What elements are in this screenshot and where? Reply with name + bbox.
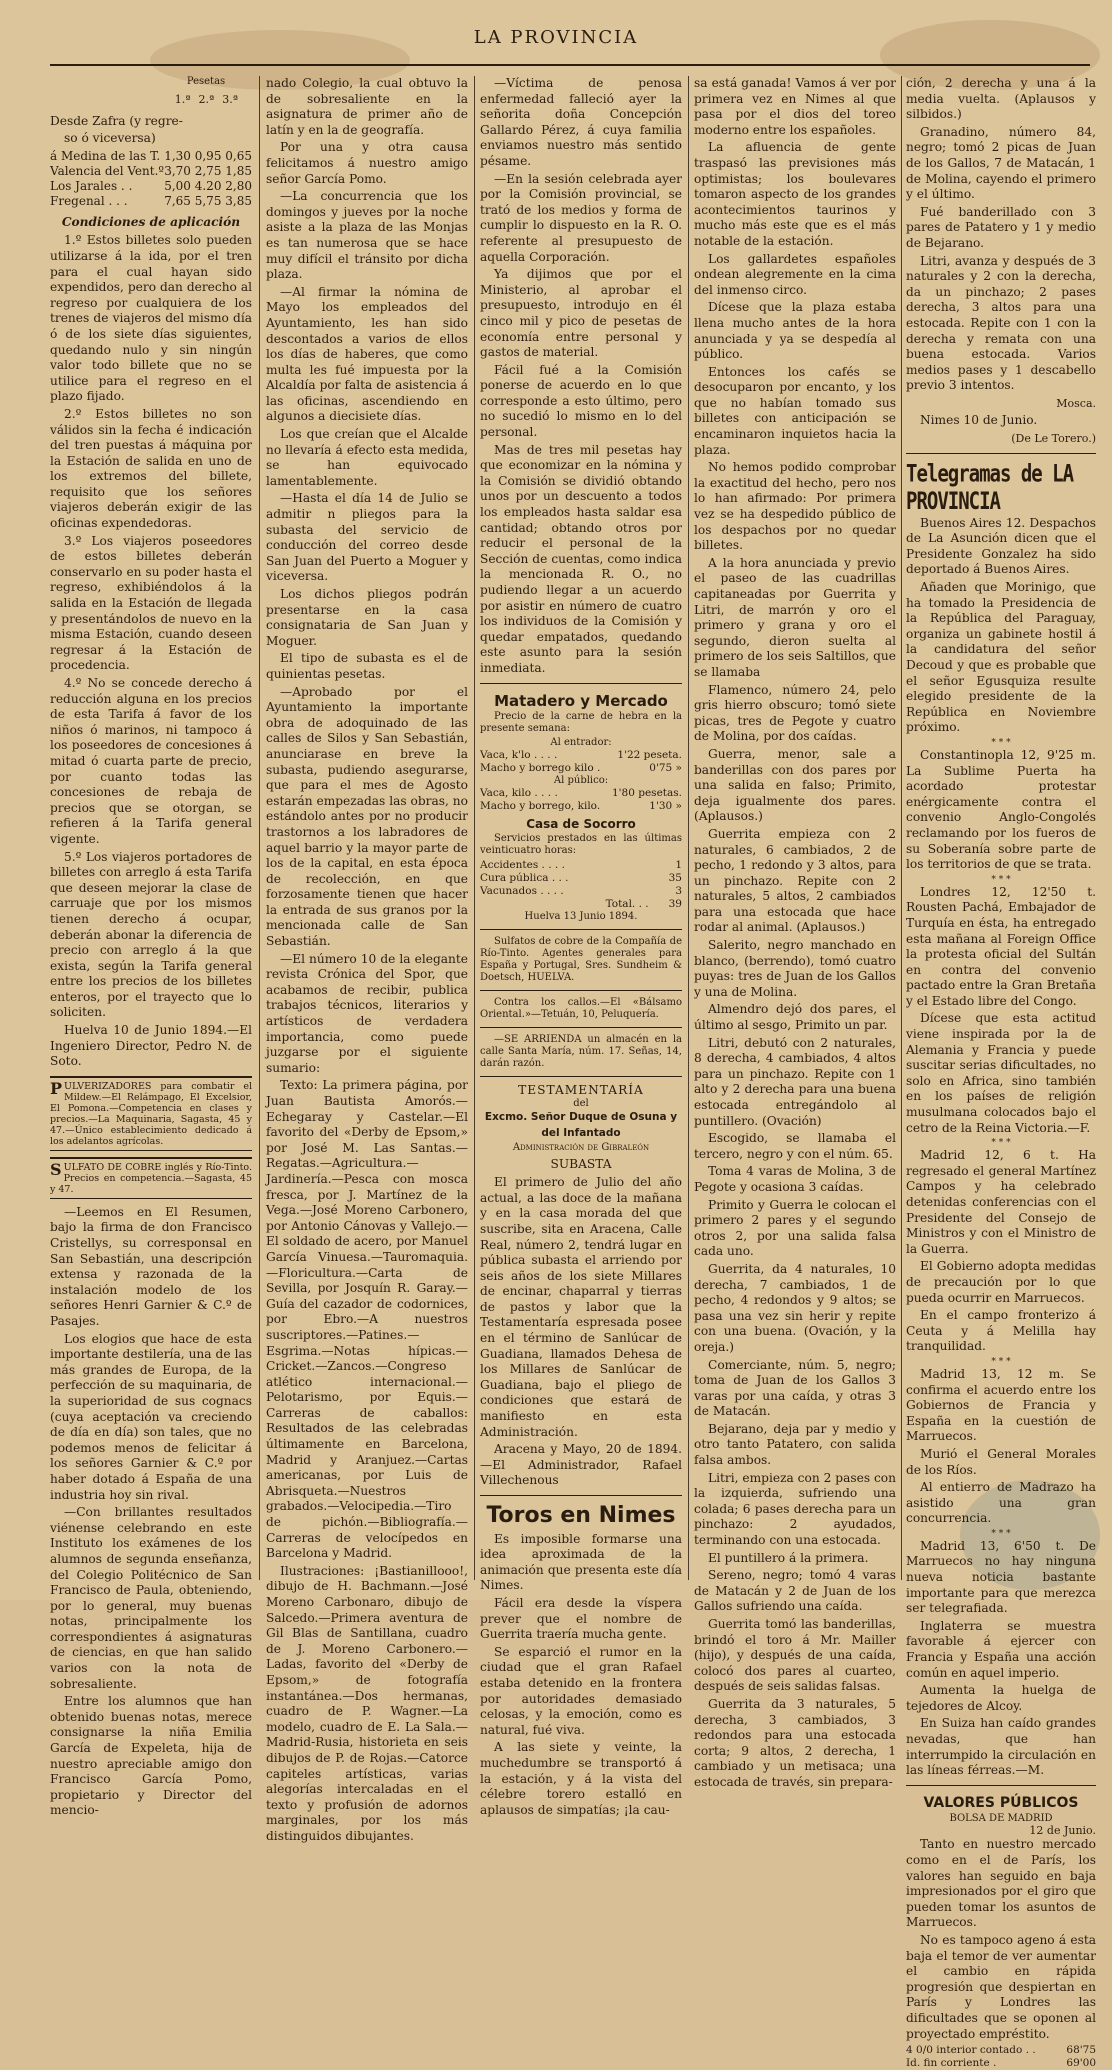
fare-class-header — [50, 92, 252, 108]
fare-price: 1,85 — [225, 163, 252, 178]
rate-value: 68'75 — [1066, 2044, 1096, 2057]
aid-total-row — [480, 898, 682, 911]
paragraph: No hemos podido comprobar la exactitud del hecho, pero nos lo han afirmado: Por primera vez se ha despedido público de los despachos por no quedar billetes. — [694, 460, 896, 553]
paragraph: 1.º Estos billetes solo pueden utilizarse á la ida, por el tren para el cual hayan sido expendidos, pero dan derecho al regreso por cualquiera de los trenes de viajeros del mismo día ó de los siete días siguientes, quedando nulo y sin ningún valor todo billete que no se utilice para el regreso en el plazo fijado. — [50, 233, 252, 404]
paragraph: 5.º Los viajeros portadores de billetes con arreglo á esta Tarifa que deseen mejorar la clase de carruaje que por los mismos tienen derecho á ocupar, deberán abonar la diferencia de precio con arreglo á la que exista, según la Tarifa general entre los precios de los billetes enteros, por el trayecto que lo soliciten. — [50, 849, 252, 1020]
telegram: El Gobierno adopta medidas de precaución por lo que pueda ocurrir en Marruecos. — [906, 1259, 1096, 1305]
paragraph: Salerito, negro manchado en blanco, (berrendo), tomó cuatro puyas: tres de Juan de los Gallos y una de Molina. — [694, 938, 896, 999]
paragraph: Sereno, negro; tomó 4 varas de Matacán y 2 de Juan de los Gallos sufriendo una caída. — [694, 1568, 896, 1614]
price-value: 1'30 » — [649, 800, 682, 813]
price-item: Macho y borrego, kilo. — [480, 800, 601, 813]
paragraph: Entre los alumnos que han obtenido buenas notas, merece consignarse la niña Emilia García de Expeleta, hija de nuestro apreciable amigo don Francisco García Pomo, propietario y Director del mencio- — [50, 1694, 252, 1818]
paragraph: Toma 4 varas de Molina, 3 de Pegote y ocasiona 3 caídas. — [694, 1164, 896, 1194]
advertisement — [50, 1076, 252, 1151]
paragraph: Los que creían que el Alcalde no llevaría á efecto esta medida, se han equivocado lamentablemente. — [266, 427, 468, 488]
paragraph: No es tampoco ageno á esta baja el temor de ver aumentar el cambio en rápida progresión que despiertan en París y Londres las dificultades que se oponen al proyectado empréstito. — [906, 1932, 1096, 2041]
telegram: Constantinopla 12, 9'25 m. La Sublime Puerta ha acordado protestar enérgicamente contra el convenio Anglo-Congolés reclamando por los fueros de su Soberanía sobre parte de los territorios de que se trata. — [906, 747, 1096, 872]
telegram: Madrid 13, 6'50 t. De Marruecos no hay ninguna nueva noticia bastante importante para que merezca ser telegrafiada. — [906, 1538, 1096, 1616]
dateline: Nimes 10 de Junio. — [920, 413, 1038, 428]
paragraph: Bejarano, deja par y medio y otro tanto Patatero, con salida falsa ambos. — [694, 1421, 896, 1468]
fare-row — [50, 179, 252, 194]
paragraph: Tanto en nuestro mercado como en el de París, los valores han seguido en baja impresionados por el giro que pueden tomar los asuntos de Marruecos. — [906, 1837, 1096, 1930]
ad-text: Contra los callos.—El «Bálsamo Oriental.»—Tetuán, 10, Peluquería. — [480, 996, 682, 1020]
paragraph: —Hasta el día 14 de Julio se admitir n pliegos para la subasta del servicio de conducción del correo desde San Juan del Puerto a Moguer y viceversa. — [266, 491, 468, 584]
column-5 — [906, 76, 1096, 2070]
rate-row — [906, 2044, 1096, 2057]
source-credit: (De Le Torero.) — [1011, 432, 1096, 446]
telegram: Madrid 13, 12 m. Se confirma el acuerdo entre los Gobiernos de Francia y España en la cuestión de Marruecos. — [906, 1366, 1096, 1444]
paragraph: Guerrita da 3 naturales, 5 derecha, 3 cambiados, 3 redondos para una estocada corta; 9 altos, 2 derecha, 1 cambiado y un metisaca; una estocada de través, sin prepara- — [694, 1696, 896, 1789]
telegram: Murió el General Morales de los Ríos. — [906, 1446, 1096, 1477]
price-item: Macho y borrego kilo . — [480, 762, 601, 775]
paragraph: Guerra, menor, sale a banderillas con dos pares por una salida en falso; Primito, deja igualmente dos pares. (Aplausos.) — [694, 746, 896, 824]
paragraph: —Aprobado por el Ayuntamiento la importante obra de adoquinado de las calles de Silos y San Sebastián, anunciarase en breve la subasta, pudiendo asegurarse, que para el mes de Agosto estarán empezadas las obras, no estándolo antes por no producir trastornos a los labradores de aquel barrio y la mayor parte de los de la capital, en esta época de recolección, en que forzosamente tienen que hacer la entrada de sus granos por la mencionada calle de San Sebastián. — [266, 684, 468, 949]
fare-price: 3,70 — [164, 163, 191, 178]
price-value: 0'75 » — [649, 762, 682, 775]
fare-row — [50, 149, 252, 164]
paragraph: Dícese que la plaza estaba llena mucho antes de la hora anunciada y ya se despedía al público. — [694, 300, 896, 362]
paragraph: —Con brillantes resultados viénense celebrando en este Instituto los exámenes de los alumnos de segunda enseñanza, del Colegio Politécnico de San Francisco de Paula, obteniendo, por lo general, muy buenas notas, principalmente los correspondientes á asignaturas de ciencias, en que han salido varios con la nota de sobresaliente. — [50, 1505, 252, 1691]
paragraph: 4.º No se concede derecho á reducción alguna en los precios de esta Tarifa á favor de los niños ó marinos, ni tampoco á los poseedores de concesiones á mitad ó cuarta parte de precio, por cuanto todas las concesiones de rebaja de precios que se otorgan, se refieren á la Tarifa general vigente. — [50, 676, 252, 846]
fare-dest: á Medina de las T. — [50, 148, 161, 163]
valores-title: VALORES PÚBLICOS — [923, 1794, 1079, 1811]
paragraph: A la hora anunciada y previo el paseo de las cuadrillas capitaneadas por Guerrita y Litri, de marrón y oro el primero y grana y oro el segundo, dieron suelta al primero de los seis Saltillos, que se llamaba — [694, 555, 896, 679]
paragraph: Litri, empieza con 2 pases con la izquierda, sufriendo una colada; 6 pases derecha para un pinchazo: 2 ayudados, terminando con una estocada. — [694, 1470, 896, 1548]
bolsa-title: BOLSA DE MADRID — [949, 1813, 1053, 1825]
paragraph: Ilustraciones: ¡Bastianillooo!, dibujo de H. Bachmann.—José Moreno Carbonaro, dibujo de Salcedo.—Primera aventura de Gil Blas de Santillana, cuadro de J. Moreno Carbonero.—Ladas, favorito del «Derby de Epsom,» de fotografía instantánea.—Dos hermanas, cuadro de P. Wagner.—La modelo, cuadro de E. La Sala.—Madrid-Rusia, historieta en seis dibujos de P. de Rojas.—Catorce capiteles artísticas, varias alegorías intercaladas en el texto y profusión de adornos marginales, por los más distinguidos dibujantes. — [266, 1563, 468, 1843]
paragraph: —El número 10 de la elegante revista Crónica del Spor, que acabamos de recibir, publica trabajos técnicos, literarios y artísticos de verdadera importancia, como puede juzgarse por el siguiente sumario: — [266, 951, 468, 1075]
fare-price: 1,30 — [164, 148, 191, 163]
aid-count: 35 — [668, 871, 682, 884]
fare-class: 1.ª — [174, 93, 191, 106]
separator-stars: * * * — [991, 737, 1011, 748]
fare-class: 2.ª — [198, 93, 215, 106]
fare-dest: Fregenal . . . — [50, 193, 128, 208]
fare-price: 0,95 — [194, 148, 222, 163]
paragraph: Escogido, se llamaba el tercero, negro y con el núm. 65. — [694, 1131, 896, 1161]
rate-label: Id. fin corriente . — [906, 2057, 997, 2070]
aid-count: 1 — [675, 858, 682, 871]
auction-title: SUBASTA — [550, 1156, 612, 1171]
price-row — [480, 749, 682, 762]
bolsa-date: 12 de Junio. — [1029, 1824, 1096, 1838]
divider — [906, 453, 1096, 454]
aid-item: Vacunados . . . . — [480, 884, 564, 897]
market-title: Matadero y Mercado — [494, 691, 668, 710]
fare-price: 2,80 — [225, 178, 252, 193]
paragraph: Es imposible formarse una idea aproximada de la animación que presenta este día Nimes. — [480, 1531, 682, 1593]
divider — [480, 1495, 682, 1496]
paragraph: Comerciante, núm. 5, negro; toma de Juan de los Gallos 3 varas por una caída, y otras 3 de Matacán. — [694, 1357, 896, 1419]
paragraph: Almendro dejó dos pares, el último al sesgo, Primito un par. — [694, 1002, 896, 1033]
ad-text: Sulfatos de cobre de la Compañía de Río-Tinto. Agentes generales para España y Portugal, Sres. Sundheim & Doetsch, HUELVA. — [480, 935, 682, 983]
fare-intro: so ó viceversa) — [64, 131, 156, 146]
conditions-title: Condiciones de aplicación — [61, 214, 241, 229]
will-del: del — [573, 1098, 589, 1110]
separator-stars: * * * — [991, 1528, 1011, 1539]
separator-stars: * * * — [991, 1138, 1011, 1149]
paragraph: ción, 2 derecha y una á la media vuelta. (Aplausos y silbidos.) — [906, 76, 1096, 122]
ad-text: —SE ARRIENDA un almacén en la calle Santa María, núm. 17. Señas, 14, darán razón. — [480, 1033, 682, 1069]
telegram: En el campo fronterizo á Ceuta y á Melilla hay tranquilidad. — [906, 1308, 1096, 1354]
paragraph: Flamenco, número 24, pelo gris hierro obscuro; tomó siete picas, tres de Pegote y cuatro de Molina, por dos caídas. — [694, 682, 896, 744]
fare-price: 7,65 — [164, 193, 191, 208]
paragraph: sa está ganada! Vamos á ver por primera vez en Nimes al que pasa por el dios del toreo moderno entre los españoles. — [694, 76, 896, 137]
paragraph: Fué banderillado con 3 pares de Patatero y 1 y medio de Bejarano. — [906, 204, 1096, 250]
price-item: Vaca, kilo . . . . — [480, 787, 558, 800]
separator-stars: * * * — [991, 874, 1011, 885]
paragraph: Aracena y Mayo, 20 de 1894.—El Administrador, Rafael Villechenous — [480, 1442, 682, 1488]
aid-item: Accidentes . . . . — [480, 858, 565, 871]
telegrams-title: Telegramas de LA PROVINCIA — [906, 459, 1074, 515]
telegram: Buenos Aires 12. Despachos de La Asunción dicen que el Presidente Gonzalez ha sido deportado á Buenos Aires. — [906, 515, 1096, 577]
divider — [480, 1027, 682, 1028]
paragraph: Los gallardetes españoles ondean alegremente en la cima del inmenso circo. — [694, 251, 896, 297]
market-subhead: Al público: — [553, 775, 609, 787]
paragraph: Ya dijimos que por el Ministerio, al aprobar el presupuesto, introdujo en él cinco mil y pico de pesetas de economía entre personal y gastos de material. — [480, 267, 682, 360]
paragraph: Por una y otra causa felicitamos á nuestro amigo señor García Pomo. — [266, 140, 468, 186]
paragraph: Guerrita empieza con 2 naturales, 6 cambiados, 2 de pecho, 1 redondo y 3 altos, para un pinchazo. Repite con 2 naturales, 5 altos, 2 cambiados para una estocada que hace rodar al animal. (Aplausos.) — [694, 826, 896, 935]
telegram: En Suiza han caído grandes nevadas, que han interrumpido la circulación en las líneas férreas.—M. — [906, 1716, 1096, 1778]
telegram: Al entierro de Madrazo ha asistido una gran concurrencia. — [906, 1480, 1096, 1526]
paragraph: Guerrita, da 4 naturales, 10 derecha, 7 cambiados, 1 de pecho, 4 redondos y 9 altos; se pasa una vez sin herir y repite con una buena. (Ovación, y la oreja.) — [694, 1261, 896, 1354]
fare-price: 2,75 — [194, 163, 222, 178]
telegram: Madrid 12, 6 t. Ha regresado el general Martínez Campos y ha celebrado detenidas conferencias con el Presidente del Consejo de Ministros y con el Ministro de la Guerra. — [906, 1148, 1096, 1256]
ad-text: ULVERIZADORES para combatir el Mildew.—El Relámpago, El Excelsior, El Pomona.—Competencia en clases y precios.—La Maquinaria, Sagasta, 45 y 47.—Único establecimiento dedicado á los adelantos agrícolas. — [50, 1080, 252, 1147]
paragraph: Texto: La primera página, por Juan Bautista Amorós.—Echegaray y Castelar.—El favorito del «Derby de Epsom,» por José M. Las Santas.—Regatas.—Agricultura.—Jardinería.—Pesca con mosca fresca, por J. Martínez de la Vega.—José Moreno Carbonero, por Antonio Cánovas y Vallejo.—El soldado de acero, por Manuel García Vinuesa.—Tauromaquia.—Floricultura.—Carta de Sevilla, por Josquín R. Garay.—Guía del cazador de codornices, por Ebro.—A nuestros suscriptores.—Patines.—Esgrima.—Notas hípicas.—Cricket.—Zancos.—Congreso atlético internacional.—Pelotarismo, por Equis.—Carreras de caballos: Resultados de las celebradas últimamente en Barcelona, Madrid y Aranjuez.—Cartas americanas, por Luis de Abrisqueta.—Nuestros grabados.—Velocipedia.—Tiro de pichón.—Bibliografía.—Carreras de velocípedos en Barcelona y Madrid. — [266, 1078, 468, 1561]
paragraph: Primito y Guerra le colocan el primero 2 pares y el segundo otros 2, por una salida falsa cada uno. — [694, 1197, 896, 1259]
separator-stars: * * * — [991, 1356, 1011, 1367]
will-title: TESTAMENTARÍA — [518, 1082, 644, 1097]
divider — [906, 1785, 1096, 1786]
fare-price: 4.20 — [194, 178, 222, 193]
aid-count: 3 — [675, 884, 682, 897]
paragraph: El primero de Julio del año actual, a las doce de la mañana y en la casa morada del que suscribe, sita en Aracena, Calle Real, número 2, tendrá lugar en pública subasta el arriendo por seis años de los siete Millares de encinar, chaparral y tierras de pastos y labor que la Testamentaría espresada posee en el término de Sanlúcar de Guadiana, llamados Dehesa de los Millares de Sanlúcar de Guadiana, bajo el pliego de condiciones que estará de manifiesto en esta Administración. — [480, 1175, 682, 1439]
masthead: LA PROVINCIA — [473, 27, 639, 48]
aid-row — [480, 885, 682, 898]
price-row — [480, 762, 682, 775]
column-rule — [901, 76, 902, 1580]
column-rule — [259, 76, 260, 1580]
paragraph: El tipo de subasta es el de quinientas pesetas. — [266, 651, 468, 681]
market-subhead: Al entrador: — [550, 737, 612, 749]
fare-currency: Pesetas — [186, 76, 226, 87]
fare-dest: Valencia del Vent.º — [50, 163, 165, 178]
paragraph: Los dichos pliegos podrán presentarse en la casa consignataria de San Juan y Moguer. — [266, 587, 468, 648]
fare-price: 5,75 — [194, 193, 222, 208]
fare-class: 3.ª — [222, 93, 238, 106]
toros-title: Toros en Nimes — [486, 1503, 676, 1528]
aid-row — [480, 859, 682, 872]
divider — [480, 1076, 682, 1077]
drop-cap: S — [50, 1159, 62, 1179]
header-rule — [50, 64, 1090, 66]
aid-date: Huelva 13 Junio 1894. — [524, 910, 638, 922]
ad-text: ULFATO DE COBRE inglés y Río-Tinto. Precios en competencia.—Sagasta, 45 y 47. — [50, 1161, 252, 1195]
divider — [480, 929, 682, 930]
paragraph: —Víctima de penosa enfermedad falleció ayer la señorita doña Concepción Gallardo Pérez, á cuya familia enviamos nuestro más sentido pésame. — [480, 76, 682, 168]
paragraph: —En la sesión celebrada ayer por la Comisión provincial, se trató de los medios y forma de cumplir lo dispuesto en la R. O. referente al presupuesto de aquella Corporación. — [480, 171, 682, 264]
price-row — [480, 787, 682, 800]
paragraph: —La concurrencia que los domingos y jueves por la noche asiste a la plaza de las Monjas es tan numerosa que se hace muy difícil el tránsito por dicha plaza. — [266, 189, 468, 282]
fare-intro: Desde Zafra (y regre- — [50, 113, 183, 128]
drop-cap: P — [50, 1078, 63, 1098]
signature: Mosca. — [1056, 396, 1096, 410]
paragraph: Se esparció el rumor en la ciudad que el gran Rafael estaba detenido en la frontera por autoridades demasiado celosas, y la emoción, como es natural, fué viva. — [480, 1644, 682, 1737]
telegram: Dícese que esta actitud viene inspirada por la de Alemania y Francia y puede suscitar serias dificultades, no solo en Africa, sino también en los países de religión musulmana colocados bajo el cetro de la Reina Victoria.—F. — [906, 1011, 1096, 1135]
telegram: Inglaterra se muestra favorable á ejercer con Francia y España una acción común en aquel imperio. — [906, 1618, 1096, 1680]
column-1 — [50, 76, 252, 1818]
divider — [480, 990, 682, 991]
paragraph: 3.º Los viajeros poseedores de estos billetes deberán conservarlo en su poder hasta el regreso, exhibiéndolos á la salida en la Estación de llegada y presentándolos de nuevo en la misma Estación, cuando deseen regresar á la Estación de procedencia. — [50, 533, 252, 673]
column-rule — [474, 76, 475, 1580]
aid-total: 39 — [668, 897, 682, 910]
paragraph: Litri, debutó con 2 naturales, 8 derecha, 4 cambiados, 4 altos para un pinchazo. Repite con 1 alto y 2 derecha para una buena estocada entregándolo al puntillero. (Ovación) — [694, 1035, 896, 1128]
rate-label: 4 0/0 interior contado . . — [906, 2044, 1036, 2057]
will-subtitle: Excmo. Señor Duque de Osuna y del Infantado — [484, 1111, 678, 1139]
paragraph: Fácil fué a la Comisión ponerse de acuerdo en lo que corresponde a esto último, pero no sucedió lo mismo en lo del personal. — [480, 362, 682, 440]
paragraph: —Leemos en El Resumen, bajo la firma de don Francisco Cristellys, su corresponsal en San Sebastián, una descripción extensa y razonada de la instalación modelo de los señores Henri Garnier & C.º de Pasajes. — [50, 1204, 252, 1328]
price-value: 1'80 pesetas. — [611, 787, 682, 800]
price-item: Vaca, k'lo . . . . — [480, 749, 558, 762]
column-rule — [688, 76, 689, 1580]
paragraph: Guerrita tomó las banderillas, brindó el toro á Mr. Mailler (hijo), y después de una caída, colocó dos pares al cuarteo, después de seis salidas falsas. — [694, 1617, 896, 1694]
aid-title: Casa de Socorro — [526, 817, 636, 832]
fare-row — [50, 164, 252, 179]
column-4 — [694, 76, 896, 1789]
paragraph: —Al firmar la nómina de Mayo los empleados del Ayuntamiento, les han sido descontados a varios de ellos los días de haberes, que como multa les fué impuesta por la Alcaldía por falta de asistencia á las oficinas, ascendiendo en algunos a diecisiete días. — [266, 284, 468, 424]
aid-row — [480, 872, 682, 885]
paragraph: nado Colegio, la cual obtuvo la de sobresaliente en la asignatura de primer año de latín y en la de geografía. — [266, 76, 468, 137]
divider — [480, 683, 682, 684]
aid-intro: Servicios prestados en las últimas veinticuatro horas: — [480, 832, 682, 856]
price-row — [480, 800, 682, 813]
paragraph: Entonces los cafés se desocuparon por encanto, y los que no habían tomado sus billetes con anticipación se encaminaron inquietos hacia la plaza. — [694, 364, 896, 457]
paragraph: Fácil era desde la víspera prever que el nombre de Guerrita traería mucha gente. — [480, 1595, 682, 1642]
rate-value: 69'00 — [1066, 2057, 1096, 2070]
aid-item: Cura pública . . . — [480, 871, 569, 884]
paragraph: Huelva 10 de Junio 1894.—El Ingeniero Director, Pedro N. de Soto. — [50, 1023, 252, 1069]
telegram: Aumenta la huelga de tejedores de Alcoy. — [906, 1683, 1096, 1713]
paragraph: Granadino, número 84, negro; tomó 2 picas de Juan de los Gallos, 7 de Matacán, 1 de Molina, cayendo el primero y el último. — [906, 124, 1096, 202]
will-admin: Administración de Gibraleón — [512, 1141, 650, 1153]
fare-price: 5,00 — [164, 178, 191, 193]
paragraph: A las siete y veinte, la muchedumbre se transportó á la estación, y á la vista del célebre torero estalló en aplausos de simpatías; ¡la cau- — [480, 1740, 682, 1817]
fare-price: 3,85 — [225, 193, 252, 208]
telegram: Añaden que Morinigo, que ha tomado la Presidencia de la República del Paraguay, organiza un gabinete hostil á la candidatura del señor Decoud y que es probable que el señor Egusquiza resulte elegido presidente de la República en Noviembre próximo. — [906, 580, 1096, 735]
column-2 — [266, 76, 468, 1843]
paragraph: Mas de tres mil pesetas hay que economizar en la nómina y la Comisión se dividió obtando unos por un descuento a todos los empleados hasta saldar esa cantidad; obtando otros por reducir el personal de la Sección de cuentas, como indica la mencionada R. O., no pudiendo llegar a un acuerdo por asistir en número de cuatro los individuos de la Comisión y quedar empatados, quedando este asunto para la sesión inmediata. — [480, 442, 682, 675]
fare-price: 0,65 — [225, 148, 252, 163]
rate-row — [906, 2057, 1096, 2070]
advertisement — [50, 1157, 252, 1199]
fare-dest: Los Jarales . . — [50, 178, 133, 193]
paragraph: 2.º Estos billetes no son válidos sin la fecha é indicación del tren puestas á máquina por la Estación de salida en uno de los extremos del billete, requisito que los señores viajeros deberán exigir de las oficinas expendedoras. — [50, 406, 252, 531]
price-value: 1'22 peseta. — [617, 749, 682, 762]
aid-total-label: Total. . . — [605, 897, 649, 910]
paragraph: Litri, avanza y después de 3 naturales y 2 con la derecha, da un pinchazo; 2 pases derecha, 3 altos para una estocada. Repite con 1 con la derecha y remata con una buena estocada. Varios medios pases y 1 descabello previo 3 intentos. — [906, 253, 1096, 393]
paragraph: La afluencia de gente traspasó las previsiones más optimistas; los boulevares tomaron aspecto de los grandes acontecimientos taurinos y mucho más este que es el más notable de la estación. — [694, 140, 896, 248]
column-3 — [480, 76, 682, 1817]
fare-row — [50, 194, 252, 209]
paragraph: Los elogios que hace de esta importante destilería, una de las más grandes de Europa, de la perfección de su maquinaria, de la superioridad de sus cognacs (cuya aceptación va creciendo de día en día) son tales, que no podemos menos de felicitar á los señores Garnier & C.º por haber dotado á España de una industria hoy sin rival. — [50, 1331, 252, 1502]
market-intro: Precio de la carne de hebra en la presente semana: — [480, 711, 682, 735]
paragraph: El puntillero á la primera. — [708, 1550, 869, 1565]
telegram: Londres 12, 12'50 t. Rousten Pachá, Embajador de Turquía en ésta, ha entregado esta mañana al Foreign Office la protesta oficial del Sultán en contra del convenio pactado entre la Gran Bretaña y el Estado libre del Congo. — [906, 884, 1096, 1008]
